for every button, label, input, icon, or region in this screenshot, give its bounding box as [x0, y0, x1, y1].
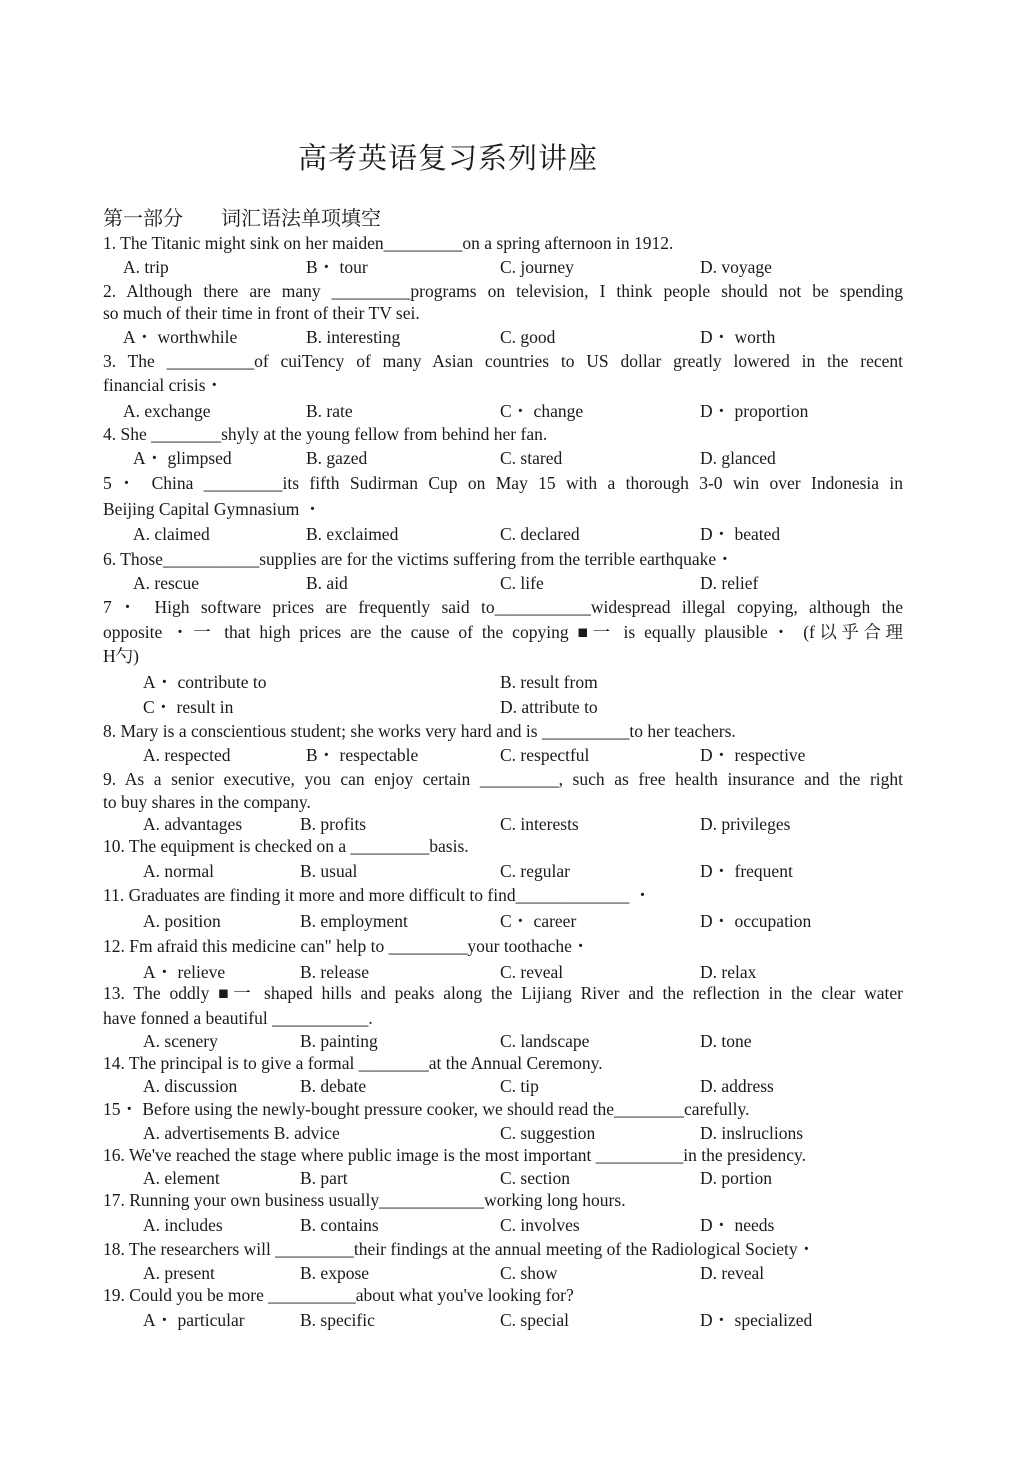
question-6-option-a: A. rescue: [133, 573, 200, 593]
question-14-option-a: A. discussion: [143, 1076, 238, 1096]
question-5-option-c: C. declared: [500, 524, 580, 544]
question-3-option-c: C・ change: [500, 401, 584, 421]
question-15-option-c: C. suggestion: [500, 1123, 596, 1143]
question-17-option-d: D・ needs: [700, 1215, 775, 1235]
question-8-option-d: D・ respective: [700, 745, 806, 765]
question-9-option-d: D. privileges: [700, 814, 791, 834]
question-3-line-1: 3. The __________of cuiTency of many Asian countries to US dollar greatly lowered in the recent: [103, 351, 903, 371]
question-14-option-b: B. debate: [300, 1076, 367, 1096]
question-18-option-b: B. expose: [300, 1263, 370, 1283]
question-7-option-c: C・ result in: [143, 697, 234, 717]
section-part: 第一部分: [103, 206, 183, 230]
question-7-option-a: A・ contribute to: [143, 672, 267, 692]
question-15-option-a: A. advertisements B. advice: [143, 1123, 340, 1143]
question-1-option-b: B・ tour: [306, 257, 368, 277]
question-14-line-1: 14. The principal is to give a formal ________at the Annual Ceremony.: [103, 1053, 603, 1073]
question-16-line-1: 16. We've reached the stage where public image is the most important __________in the presidency.: [103, 1145, 807, 1165]
question-13-option-b: B. painting: [300, 1031, 378, 1051]
question-2-option-b: B. interesting: [306, 327, 401, 347]
question-3-option-b: B. rate: [306, 401, 353, 421]
question-11-option-d: D・ occupation: [700, 911, 812, 931]
question-6-line-1: 6. Those___________supplies are for the victims suffering from the terrible earthquake・: [103, 549, 734, 569]
question-14-option-c: C. tip: [500, 1076, 539, 1096]
question-5-option-d: D・ beated: [700, 524, 781, 544]
question-1-line-1: 1. The Titanic might sink on her maiden_________on a spring afternoon in 1912.: [103, 233, 674, 253]
question-7-option-b: B. result from: [500, 672, 598, 692]
question-10-line-1: 10. The equipment is checked on a _________basis.: [103, 836, 469, 856]
question-18-option-a: A. present: [143, 1263, 215, 1283]
question-4-option-c: C. stared: [500, 448, 563, 468]
question-5-line-1: 5・ China _________its fifth Sudirman Cup on May 15 with a thorough 3-0 win over Indonesia in: [103, 473, 903, 493]
question-16-option-b: B. part: [300, 1168, 348, 1188]
question-8-option-b: B・ respectable: [306, 745, 419, 765]
question-10-option-b: B. usual: [300, 861, 358, 881]
question-7-line-1: 7・ High software prices are frequently said to___________widespread illegal copying, although the: [103, 597, 903, 617]
question-17-option-b: B. contains: [300, 1215, 379, 1235]
question-16-option-d: D. portion: [700, 1168, 772, 1188]
question-17-option-c: C. involves: [500, 1215, 580, 1235]
question-15-line-1: 15・ Before using the newly-bought pressure cooker, we should read the________carefully.: [103, 1099, 750, 1119]
question-3-option-d: D・ proportion: [700, 401, 809, 421]
question-8-option-c: C. respectful: [500, 745, 590, 765]
question-14-option-d: D. address: [700, 1076, 774, 1096]
question-13-line-1: 13. The oddly ■一 shaped hills and peaks along the Lijiang River and the reflection in the clear water: [103, 983, 903, 1003]
question-13-option-d: D. tone: [700, 1031, 752, 1051]
question-2-option-c: C. good: [500, 327, 556, 347]
question-1-option-a: A. trip: [123, 257, 169, 277]
question-12-line-1: 12. Fm afraid this medicine can" help to _________your toothache・: [103, 936, 590, 956]
question-2-option-a: A・ worthwhile: [123, 327, 238, 347]
page-title: 高考英语复习系列讲座: [298, 141, 599, 175]
question-11-line-1: 11. Graduates are finding it more and more difficult to find_____________ ・: [103, 885, 652, 905]
question-9-line-2: to buy shares in the company.: [103, 792, 311, 812]
question-7-option-d: D. attribute to: [500, 697, 598, 717]
question-13-option-a: A. scenery: [143, 1031, 218, 1051]
question-9-option-b: B. profits: [300, 814, 367, 834]
question-7-line-3: H勺): [103, 646, 139, 666]
question-15-option-d: D. inslruclions: [700, 1123, 804, 1143]
question-10-option-c: C. regular: [500, 861, 570, 881]
question-11-option-a: A. position: [143, 911, 221, 931]
question-19-option-a: A・ particular: [143, 1310, 245, 1330]
question-8-option-a: A. respected: [143, 745, 231, 765]
question-11-option-c: C・ career: [500, 911, 577, 931]
question-3-line-2: financial crisis・: [103, 375, 224, 395]
question-17-line-1: 17. Running your own business usually____________working long hours.: [103, 1190, 626, 1210]
question-10-option-a: A. normal: [143, 861, 214, 881]
question-12-option-b: B. release: [300, 962, 369, 982]
question-5-line-2: Beijing Capital Gymnasium ・: [103, 499, 322, 519]
question-18-option-c: C. show: [500, 1263, 558, 1283]
question-1-option-c: C. journey: [500, 257, 574, 277]
question-11-option-b: B. employment: [300, 911, 408, 931]
question-9-option-c: C. interests: [500, 814, 579, 834]
question-17-option-a: A. includes: [143, 1215, 223, 1235]
question-16-option-c: C. section: [500, 1168, 570, 1188]
question-3-option-a: A. exchange: [123, 401, 211, 421]
question-4-option-d: D. glanced: [700, 448, 776, 468]
section-heading: [103, 202, 381, 231]
question-9-line-1: 9. As a senior executive, you can enjoy certain _________, such as free health insurance and the right: [103, 769, 903, 789]
question-12-option-c: C. reveal: [500, 962, 564, 982]
question-5-option-a: A. claimed: [133, 524, 210, 544]
question-13-line-2: have fonned a beautiful ___________.: [103, 1008, 373, 1028]
question-19-option-d: D・ specialized: [700, 1310, 813, 1330]
question-2-line-1: 2. Although there are many _________programs on television, I think people should not be spending: [103, 281, 903, 301]
question-2-line-2: so much of their time in front of their TV sei.: [103, 303, 420, 323]
question-10-option-d: D・ frequent: [700, 861, 793, 881]
question-19-option-c: C. special: [500, 1310, 570, 1330]
question-12-option-a: A・ relieve: [143, 962, 226, 982]
question-13-option-c: C. landscape: [500, 1031, 590, 1051]
question-8-line-1: 8. Mary is a conscientious student; she works very hard and is __________to her teachers.: [103, 721, 736, 741]
question-6-option-d: D. relief: [700, 573, 759, 593]
question-4-option-a: A・ glimpsed: [133, 448, 232, 468]
question-18-line-1: 18. The researchers will _________their findings at the annual meeting of the Radiological Society・: [103, 1239, 816, 1259]
question-4-line-1: 4. She ________shyly at the young fellow from behind her fan.: [103, 424, 548, 444]
question-18-option-d: D. reveal: [700, 1263, 765, 1283]
question-4-option-b: B. gazed: [306, 448, 368, 468]
question-1-option-d: D. voyage: [700, 257, 772, 277]
question-19-option-b: B. specific: [300, 1310, 375, 1330]
question-5-option-b: B. exclaimed: [306, 524, 399, 544]
question-9-option-a: A. advantages: [143, 814, 243, 834]
question-2-option-d: D・ worth: [700, 327, 776, 347]
question-19-line-1: 19. Could you be more __________about what you've looking for?: [103, 1285, 574, 1305]
question-7-line-2: opposite ・一 that high prices are the cause of the copying ■一 is equally plausible・ (f以乎合理: [103, 622, 903, 642]
question-12-option-d: D. relax: [700, 962, 757, 982]
question-16-option-a: A. element: [143, 1168, 220, 1188]
section-name: 词汇语法单项填空: [221, 206, 381, 230]
question-6-option-c: C. life: [500, 573, 544, 593]
question-6-option-b: B. aid: [306, 573, 348, 593]
